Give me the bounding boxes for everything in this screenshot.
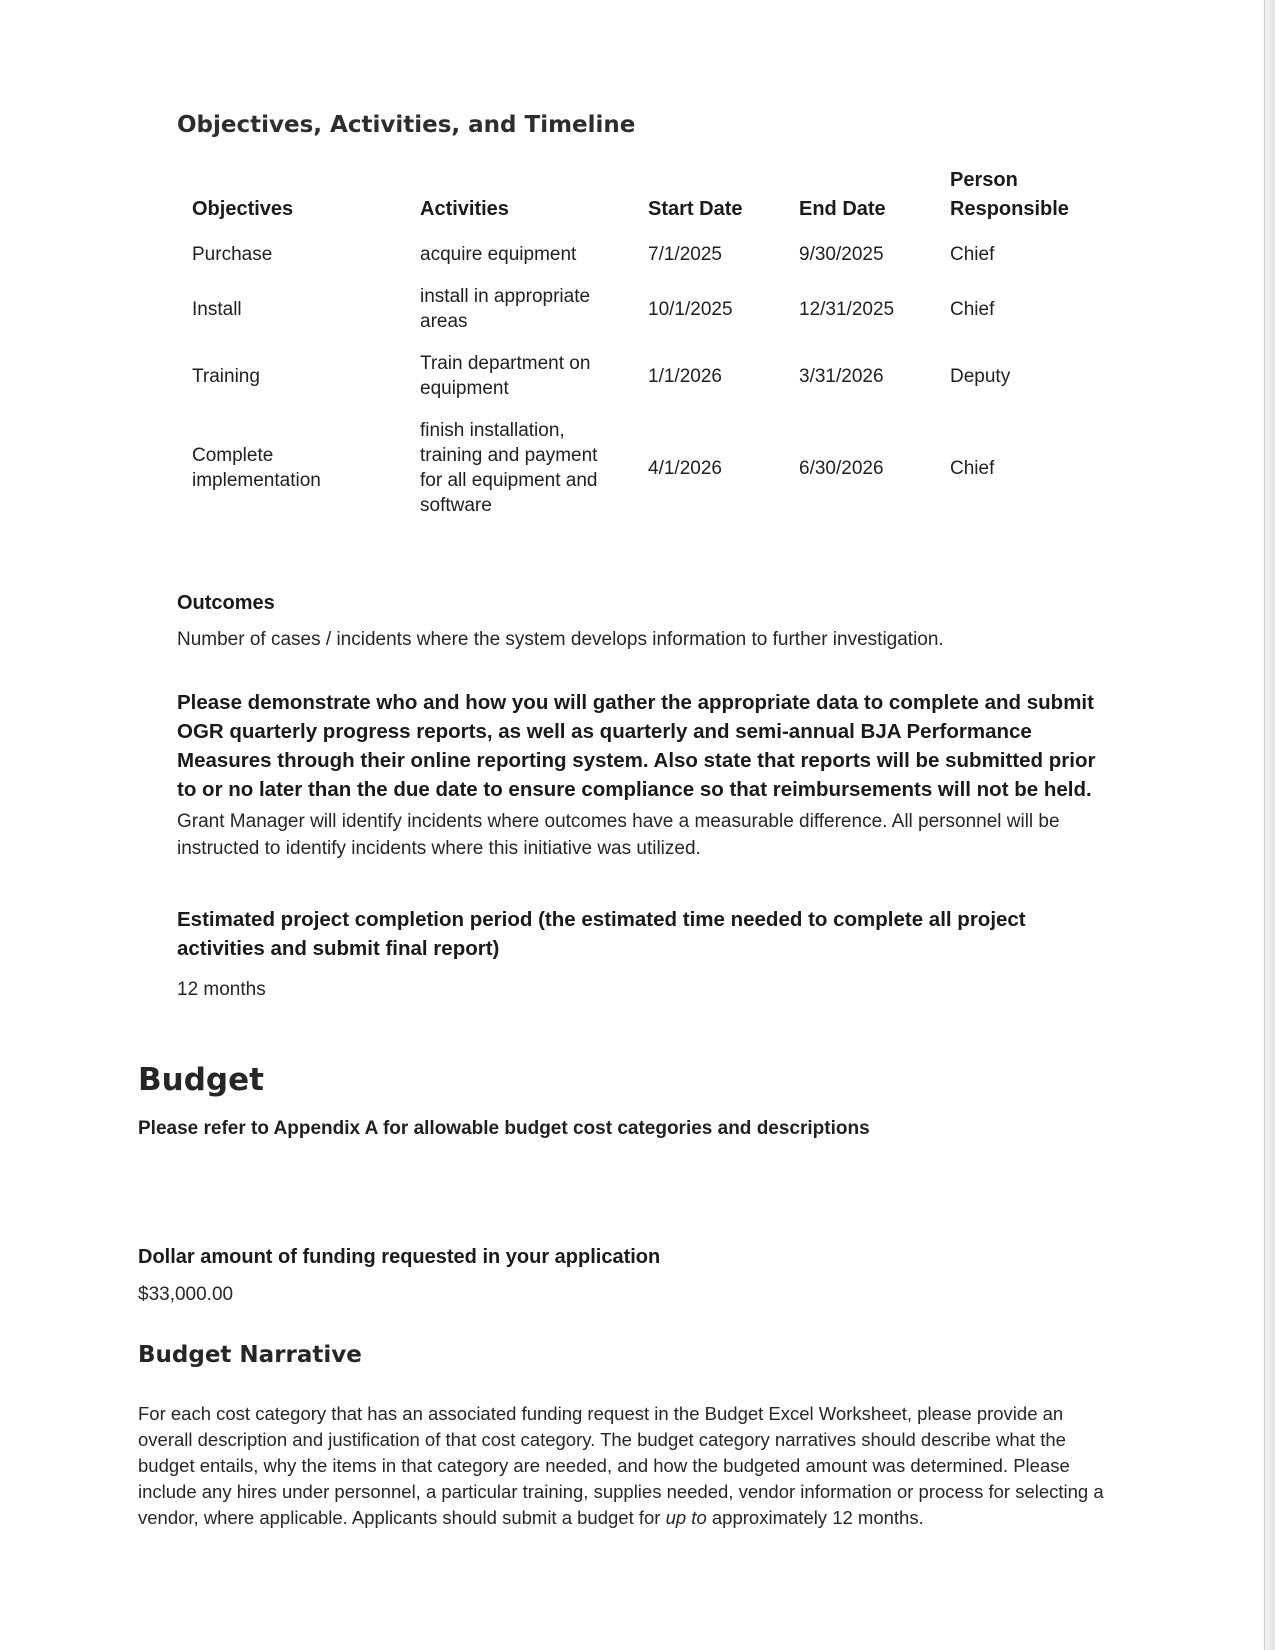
- cell-objective: Complete implementation: [192, 445, 321, 491]
- table-row: [180, 410, 1102, 527]
- cell-end-date: 12/31/2025: [799, 298, 895, 320]
- cell-person: Deputy: [950, 365, 1011, 387]
- column-header-end-date: End Date: [799, 198, 886, 220]
- budget-narrative-heading: Budget Narrative: [138, 1342, 362, 1368]
- budget-refer-note: Please refer to Appendix A for allowable budget cost categories and descriptions: [138, 1118, 870, 1139]
- cell-start-date: 7/1/2025: [648, 244, 722, 265]
- cell-start-date: 4/1/2026: [648, 457, 722, 479]
- completion-answer: 12 months: [177, 979, 266, 1000]
- cell-end-date: 6/30/2026: [799, 457, 884, 479]
- column-header-start-date: Start Date: [648, 198, 743, 220]
- table-header-row: [180, 160, 1102, 234]
- reporting-answer: Grant Manager will identify incidents where outcomes have a measurable difference. All personnel will be instructed to identify incidents where this initiative was utilized.: [177, 811, 1060, 859]
- outcomes-label: Outcomes: [177, 592, 275, 614]
- cell-activity: acquire equipment: [420, 244, 577, 265]
- timeline-heading: Objectives, Activities, and Timeline: [177, 112, 636, 138]
- budget-heading: Budget: [138, 1062, 264, 1098]
- outcomes-text: Number of cases / incidents where the system develops information to further investigation.: [177, 629, 944, 650]
- budget-narrative-text: [138, 1401, 1118, 1531]
- budget-narrative-text-part1: For each cost category that has an associated funding request in the Budget Excel Worksheet, please provide an overall description and justification of that cost category. The budget category narratives should describe what the budget entails, why the items in that category are needed, and how the budgeted amount was determined. Please include any hires under personnel, a particular training, supplies needed, vendor information or process for selecting a vendor, where applicable. Applicants should submit a budget for: [138, 1403, 1104, 1528]
- cell-objective: Install: [192, 298, 242, 320]
- cell-person: Chief: [950, 244, 995, 265]
- cell-activity: install in appropriate areas: [420, 286, 591, 332]
- cell-activity: Train department on equipment: [420, 353, 591, 399]
- funding-amount-label: Dollar amount of funding requested in your application: [138, 1246, 661, 1268]
- cell-person: Chief: [950, 298, 995, 320]
- budget-narrative-emphasis: up to: [665, 1507, 707, 1528]
- cell-activity: finish installation, training and payment for all equipment and software: [420, 420, 598, 516]
- cell-end-date: 9/30/2025: [799, 244, 884, 265]
- table-row: [180, 276, 1102, 343]
- cell-objective: Training: [192, 365, 260, 387]
- column-header-person-responsible: Person Responsible: [950, 169, 1069, 220]
- cell-person: Chief: [950, 457, 995, 479]
- completion-prompt: Estimated project completion period (the estimated time needed to complete all project activities and submit final report): [177, 908, 1026, 960]
- cell-end-date: 3/31/2026: [799, 365, 884, 387]
- cell-start-date: 1/1/2026: [648, 365, 722, 387]
- budget-narrative-text-part2: approximately 12 months.: [706, 1507, 924, 1528]
- funding-amount-value: $33,000.00: [138, 1284, 234, 1305]
- column-header-activities: Activities: [420, 198, 509, 220]
- cell-objective: Purchase: [192, 244, 273, 265]
- table-row: [180, 234, 1102, 276]
- timeline-table: [180, 160, 1102, 527]
- reporting-prompt: Please demonstrate who and how you will gather the appropriate data to complete and submit OGR quarterly progress reports, as well as quarterly and semi-annual BJA Performance Measures through their online reporting system. Also state that reports will be submitted prior to or no later than the due date to ensure compliance so that reimbursements will not be held.: [177, 691, 1096, 801]
- column-header-objectives: Objectives: [192, 198, 294, 220]
- table-row: [180, 343, 1102, 410]
- scan-edge-line: [1264, 0, 1265, 1650]
- cell-start-date: 10/1/2025: [648, 298, 733, 320]
